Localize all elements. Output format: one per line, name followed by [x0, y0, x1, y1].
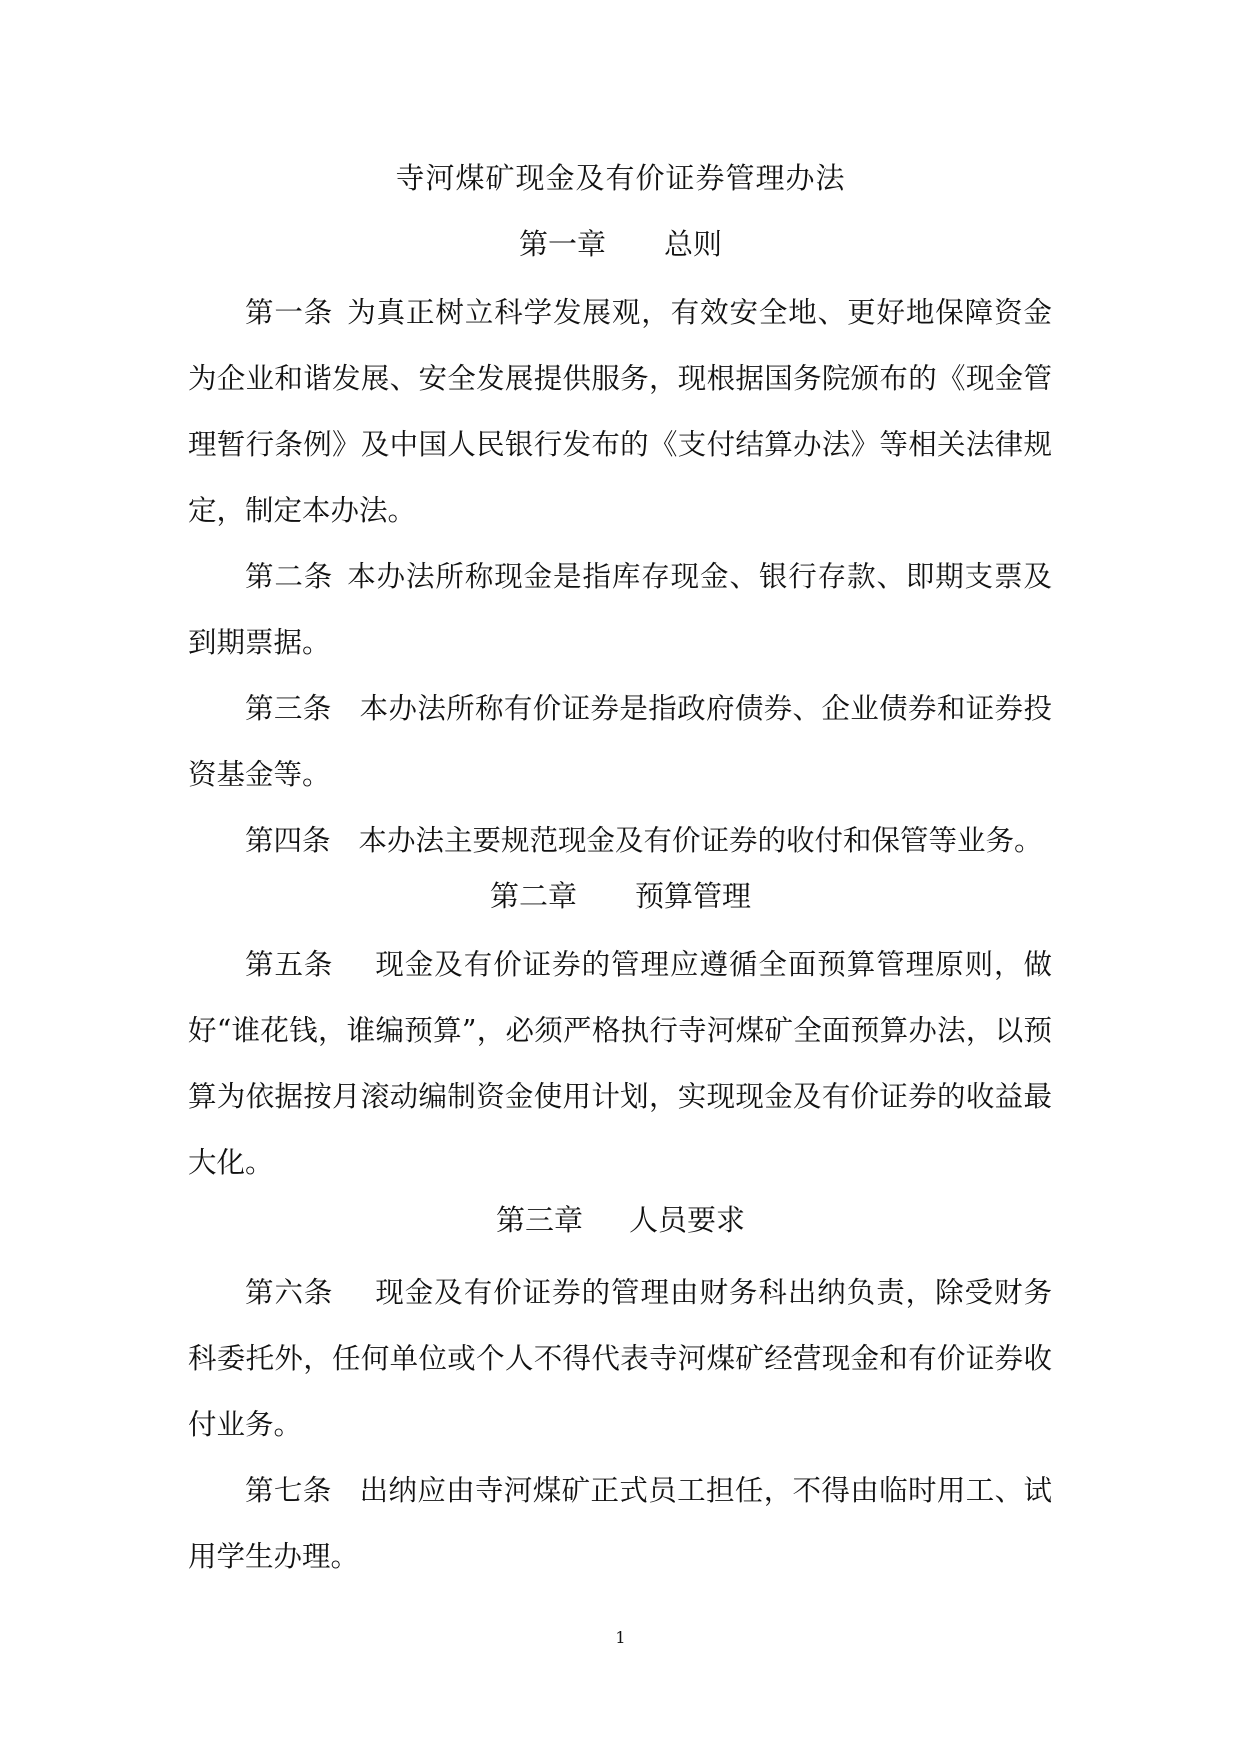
article-7	[188, 1458, 1052, 1590]
article-number: 第六条	[245, 1276, 334, 1309]
article-text: 本办法所称有价证券是指政府债券、企业债券和证券投资基金等。	[188, 692, 1052, 791]
article-number: 第七条	[245, 1474, 332, 1507]
article-1	[188, 280, 1052, 544]
article-2	[188, 544, 1052, 676]
chapter-heading-3	[0, 1200, 1241, 1240]
article-number: 第三条	[245, 692, 332, 725]
article-3	[188, 676, 1052, 808]
chapter-number: 第一章	[518, 227, 606, 261]
article-number: 第五条	[245, 948, 334, 981]
chapter-heading-1	[0, 224, 1241, 264]
article-number: 第一条	[245, 296, 334, 329]
article-text: 本办法所称现金是指库存现金、银行存款、即期支票及到期票据。	[188, 560, 1052, 659]
page-number: 1	[615, 1628, 626, 1647]
chapter-number: 第三章	[495, 1203, 583, 1237]
article-text: 现金及有价证券的管理由财务科出纳负责，除受财务科委托外，任何单位或个人不得代表寺河煤矿经营现金和有价证券收付业务。	[188, 1276, 1052, 1441]
article-6	[188, 1260, 1052, 1458]
chapter-number: 第二章	[489, 879, 577, 913]
article-number: 第四条	[245, 824, 331, 857]
chapter-name: 人员要求	[629, 1203, 746, 1237]
article-number: 第二条	[245, 560, 334, 593]
article-text: 现金及有价证券的管理应遵循全面预算管理原则，做好“谁花钱，谁编预算”，必须严格执行寺河煤矿全面预算办法，以预算为依据按月滚动编制资金使用计划，实现现金及有价证券的收益最大化。	[188, 948, 1052, 1179]
article-4	[188, 808, 1052, 874]
chapter-name: 预算管理	[635, 879, 752, 913]
article-text: 为真正树立科学发展观，有效安全地、更好地保障资金为企业和谐发展、安全发展提供服务，现根据国务院颁布的《现金管理暂行条例》及中国人民银行发布的《支付结算办法》等相关法律规定，制定本办法。	[188, 296, 1052, 527]
chapter-name: 总则	[664, 227, 723, 261]
chapter-heading-2	[0, 876, 1241, 916]
article-text: 出纳应由寺河煤矿正式员工担任，不得由临时用工、试用学生办理。	[188, 1474, 1052, 1573]
article-5	[188, 932, 1052, 1196]
article-text: 本办法主要规范现金及有价证券的收付和保管等业务。	[358, 824, 1043, 857]
document-title: 寺河煤矿现金及有价证券管理办法	[395, 161, 846, 195]
